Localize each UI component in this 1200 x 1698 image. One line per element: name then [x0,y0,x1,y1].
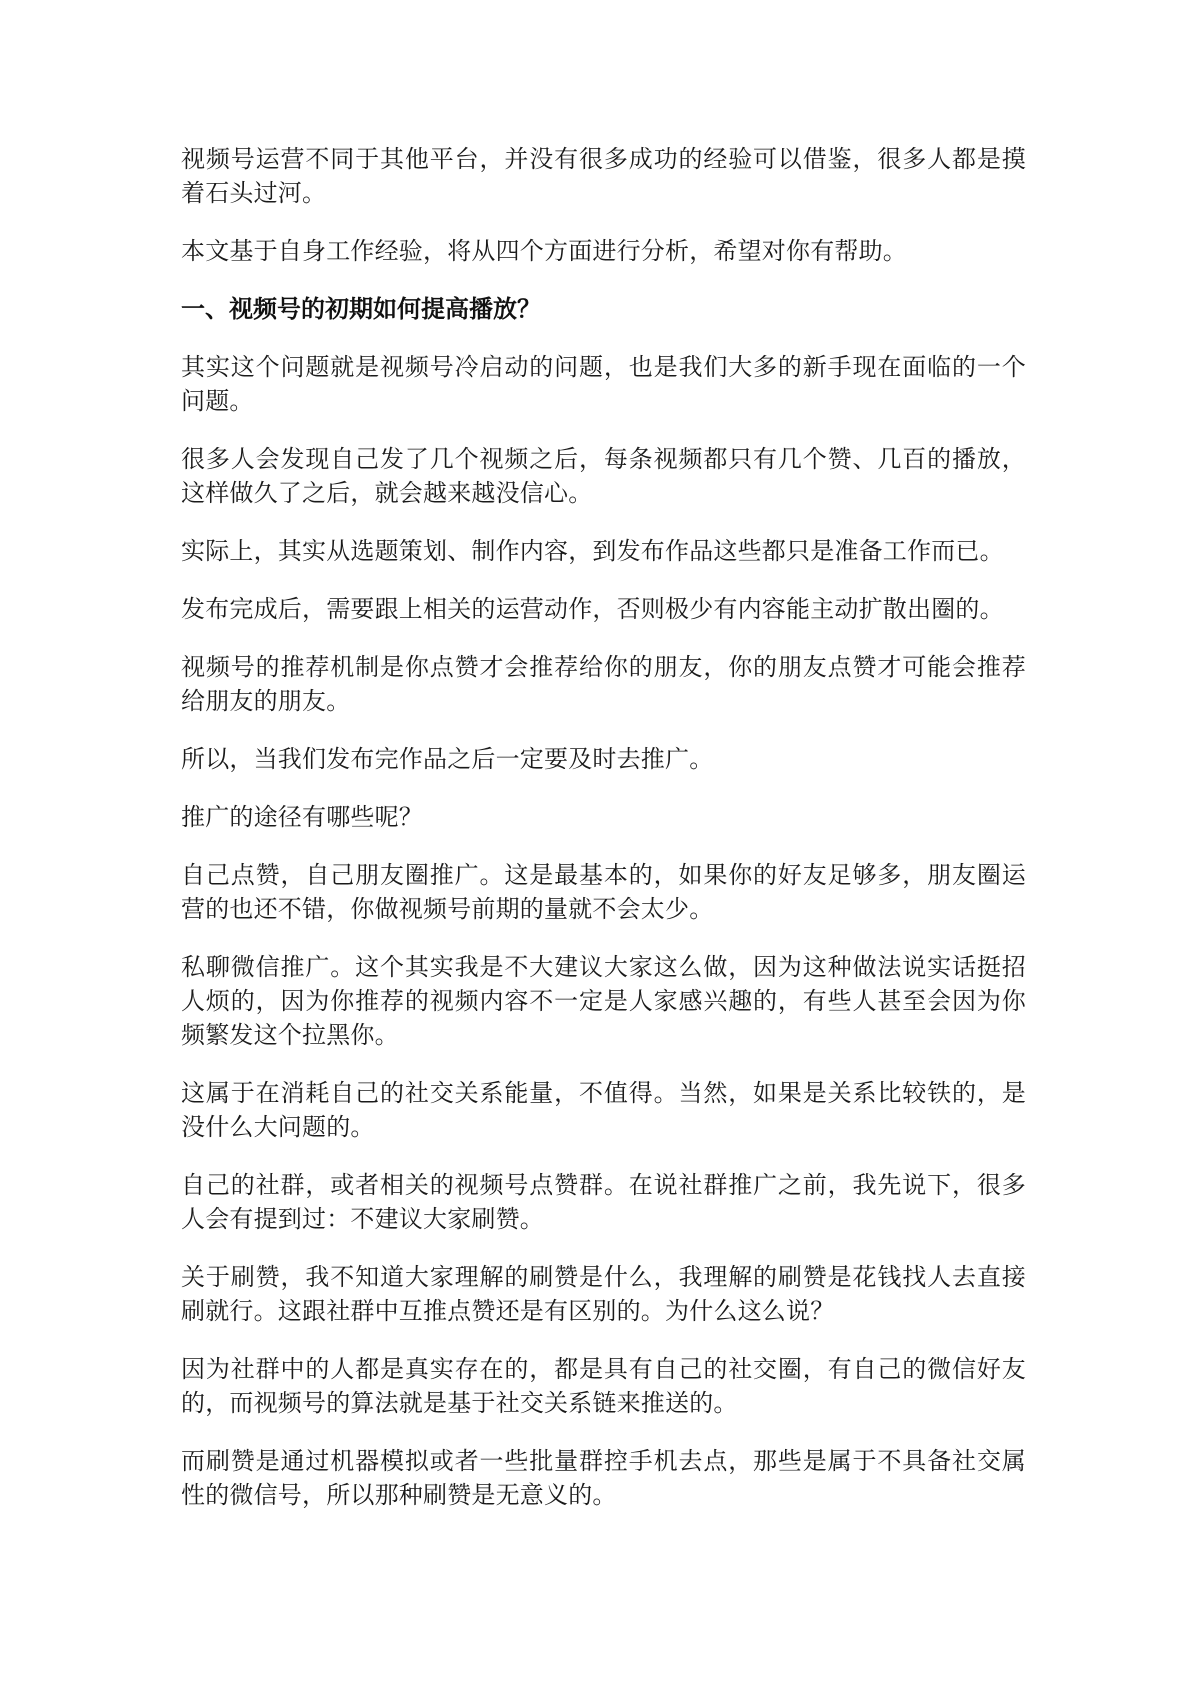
body-paragraph: 推广的途径有哪些呢？ [181,803,423,831]
body-paragraph: 关于刷赞，我不知道大家理解的刷赞是什么，我理解的刷赞是花钱找人去直接刷就行。这跟社群中互推点赞还是有区别的。为什么这么说？ [181,1263,1026,1325]
body-paragraph: 很多人会发现自己发了几个视频之后，每条视频都只有几个赞、几百的播放，这样做久了之后，就会越来越没信心。 [181,445,1026,507]
body-paragraph: 而刷赞是通过机器模拟或者一些批量群控手机去点，那些是属于不具备社交属性的微信号，所以那种刷赞是无意义的。 [181,1447,1026,1509]
body-paragraph: 视频号的推荐机制是你点赞才会推荐给你的朋友，你的朋友点赞才可能会推荐给朋友的朋友。 [181,653,1026,715]
section-heading: 一、视频号的初期如何提高播放？ [181,295,541,323]
body-paragraph: 所以，当我们发布完作品之后一定要及时去推广。 [181,745,714,773]
body-paragraph: 自己的社群，或者相关的视频号点赞群。在说社群推广之前，我先说下，很多人会有提到过：不建议大家刷赞。 [181,1171,1026,1233]
body-paragraph: 自己点赞，自己朋友圈推广。这是最基本的，如果你的好友足够多，朋友圈运营的也还不错，你做视频号前期的量就不会太少。 [181,861,1026,923]
body-paragraph: 发布完成后，需要跟上相关的运营动作，否则极少有内容能主动扩散出圈的。 [181,595,1004,623]
body-paragraph: 实际上，其实从选题策划、制作内容，到发布作品这些都只是准备工作而已。 [181,537,1004,565]
document-body [181,142,1026,1536]
intro-paragraph: 视频号运营不同于其他平台，并没有很多成功的经验可以借鉴，很多人都是摸着石头过河。 [181,145,1026,207]
body-paragraph: 因为社群中的人都是真实存在的，都是具有自己的社交圈，有自己的微信好友的，而视频号的算法就是基于社交关系链来推送的。 [181,1355,1026,1417]
intro-paragraph: 本文基于自身工作经验，将从四个方面进行分析，希望对你有帮助。 [181,237,907,265]
body-paragraph: 其实这个问题就是视频号冷启动的问题，也是我们大多的新手现在面临的一个问题。 [181,353,1026,415]
body-paragraph: 私聊微信推广。这个其实我是不大建议大家这么做，因为这种做法说实话挺招人烦的，因为你推荐的视频内容不一定是人家感兴趣的，有些人甚至会因为你频繁发这个拉黑你。 [181,953,1026,1049]
body-paragraph: 这属于在消耗自己的社交关系能量，不值得。当然，如果是关系比较铁的，是没什么大问题的。 [181,1079,1026,1141]
